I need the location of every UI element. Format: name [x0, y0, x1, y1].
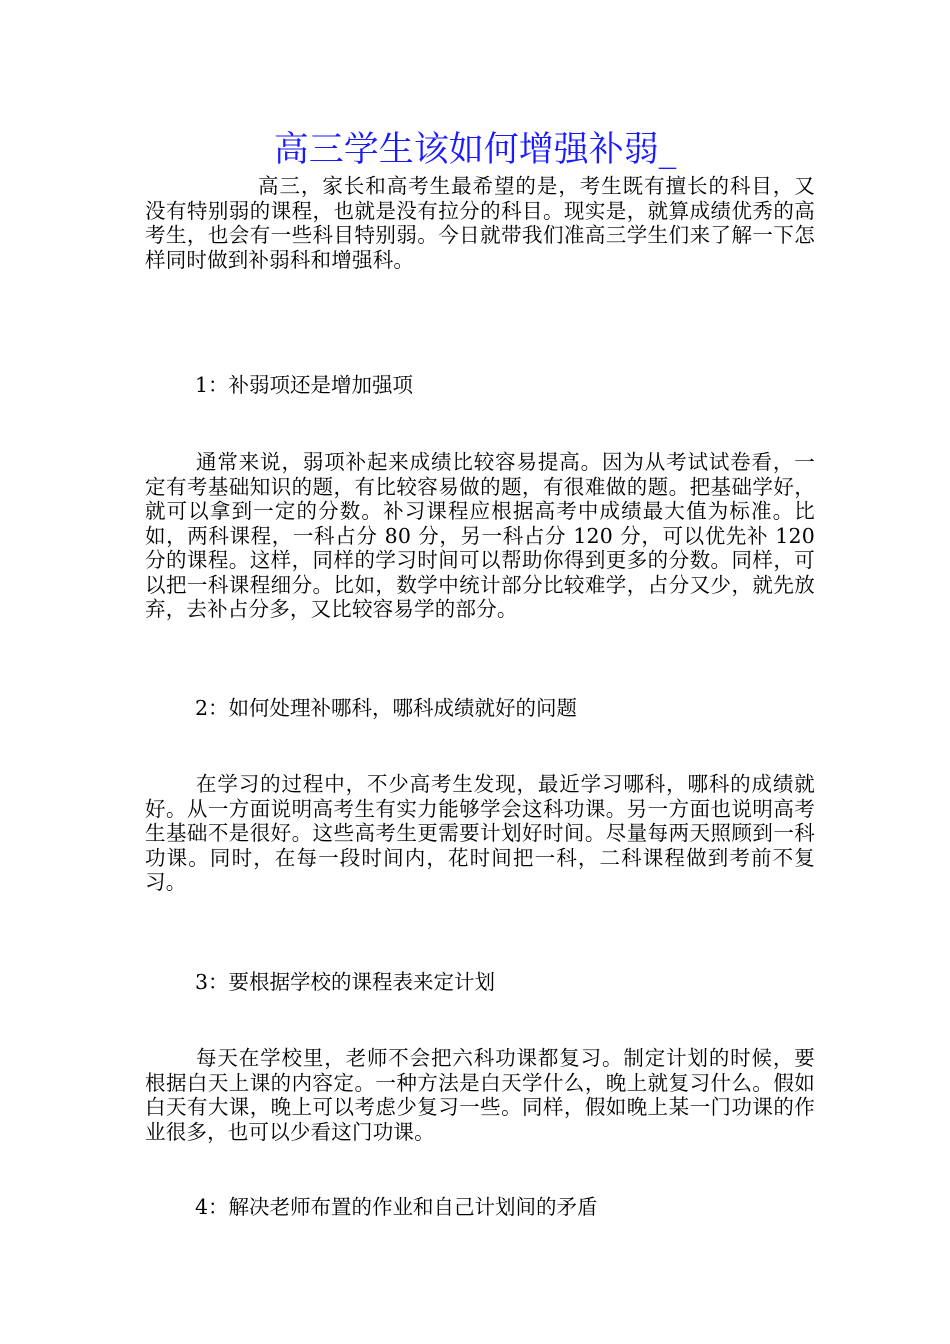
document-title: 高三学生该如何增强补弱_ [273, 130, 677, 170]
section-body-1: 通常来说，弱项补起来成绩比较容易提高。因为从考试试卷看，一定有考基础知识的题，有比较容易做的题，有很难做的题。把基础学好，就可以拿到一定的分数。补习课程应根据高考中成绩最大值为标准。比如，两科课程，一科占分 80 分，另一科占分 120 分，可以优先补 120 分的课程。这样，同样的学习时间可以帮助你得到更多的分数。同样，可以把一科课程细分。比如，数学中统计部分比较难学，占分又少，就先放弃，去补占分多，又比较容易学的部分。 [145, 450, 815, 621]
section-heading-3: 3：要根据学校的课程表来定计划 [195, 970, 496, 994]
section-heading-4: 4：解决老师布置的作业和自己计划间的矛盾 [195, 1195, 598, 1219]
section-body-3: 每天在学校里，老师不会把六科功课都复习。制定计划的时候，要根据白天上课的内容定。一种方法是白天学什么，晚上就复习什么。假如白天有大课，晚上可以考虑少复习一些。同样，假如晚上某一门功课的作业很多，也可以少看这门功课。 [145, 1046, 815, 1144]
intro-paragraph: 高三，家长和高考生最希望的是，考生既有擅长的科目，又没有特别弱的课程，也就是没有拉分的科目。现实是，就算成绩优秀的高考生，也会有一些科目特别弱。今日就带我们准高三学生们来了解一下怎样同时做到补弱科和增强科。 [145, 174, 815, 272]
section-body-2: 在学习的过程中，不少高考生发现，最近学习哪科，哪科的成绩就好。从一方面说明高考生有实力能够学会这科功课。另一方面也说明高考生基础不是很好。这些高考生更需要计划好时间。尽量每两天照顾到一科功课。同时，在每一段时间内，花时间把一科，二科课程做到考前不复习。 [145, 772, 815, 894]
section-heading-2: 2：如何处理补哪科，哪科成绩就好的问题 [195, 696, 578, 720]
section-heading-1: 1：补弱项还是增加强项 [195, 373, 414, 397]
